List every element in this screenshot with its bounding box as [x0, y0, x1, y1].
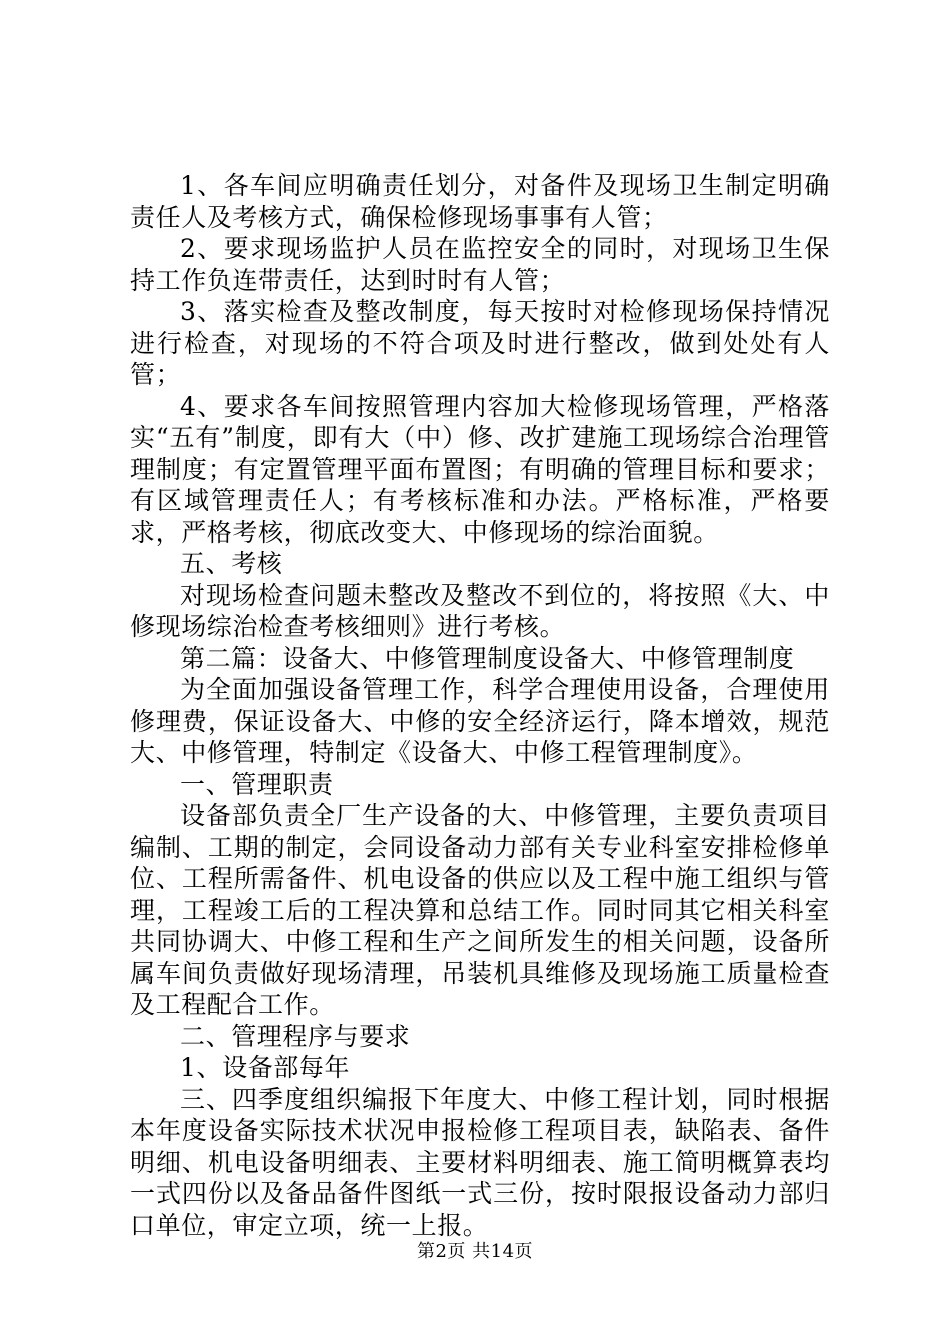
paragraph-item-2: 2、要求现场监护人员在监控安全的同时，对现场卫生保持工作负连带责任，达到时时有人管； — [130, 234, 830, 295]
page-footer — [0, 1240, 950, 1264]
paragraph-item-3: 3、落实检查及整改制度，每天按时对检修现场保持情况进行检查，对现场的不符合项及时进行整改，做到处处有人管； — [130, 297, 830, 389]
paragraph-assessment: 对现场检查问题未整改及整改不到位的，将按照《大、中修现场综治检查考核细则》进行考核。 — [130, 580, 830, 641]
chapter-heading: 第二篇：设备大、中修管理制度设备大、中修管理制度 — [180, 643, 795, 673]
paragraph-procedure-1: 1、设备部每年 — [180, 1053, 351, 1082]
paragraph-intro: 为全面加强设备管理工作，科学合理使用设备，合理使用修理费，保证设备大、中修的安全经济运行，降本增效，规范大、中修管理，特制定《设备大、中修工程管理制度》。 — [130, 675, 830, 767]
page-number-label: 第2页 共14页 — [416, 1241, 534, 1262]
paragraph-responsibilities: 设备部负责全厂生产设备的大、中修管理，主要负责项目编制、工期的制定，会同设备动力部有关专业科室安排检修单位、工程所需备件、机电设备的供应以及工程中施工组织与管理，工程竣工后的工程决算和总结工作。同时同其它相关科室共同协调大、中修工程和生产之间所发生的相关问题，设备所属车间负责做好现场清理，吊装机具维修及现场施工质量检查及工程配合工作。 — [130, 801, 830, 1019]
paragraph-procedure-plan: 三、四季度组织编报下年度大、中修工程计划，同时根据本年度设备实际技术状况申报检修工程项目表，缺陷表、备件明细、机电设备明细表、主要材料明细表、施工简明概算表均一式四份以及备品备件图纸一式三份，按时限报设备动力部归口单位，审定立项，统一上报。 — [130, 1084, 830, 1240]
paragraph-item-1: 1、各车间应明确责任划分，对备件及现场卫生制定明确责任人及考核方式，确保检修现场事事有人管； — [130, 171, 830, 232]
section-heading-procedures: 二、管理程序与要求 — [180, 1021, 411, 1051]
document-body — [130, 170, 830, 1241]
paragraph-item-4: 4、要求各车间按照管理内容加大检修现场管理，严格落实“五有”制度，即有大（中）修、改扩建施工现场综合治理管理制度；有定置管理平面布置图；有明确的管理目标和要求；有区域管理责任人；有考核标准和办法。严格标准，严格要求，严格考核，彻底改变大、中修现场的综治面貌。 — [130, 391, 830, 547]
section-heading-responsibilities: 一、管理职责 — [180, 769, 334, 799]
section-heading-assessment: 五、考核 — [180, 549, 283, 578]
